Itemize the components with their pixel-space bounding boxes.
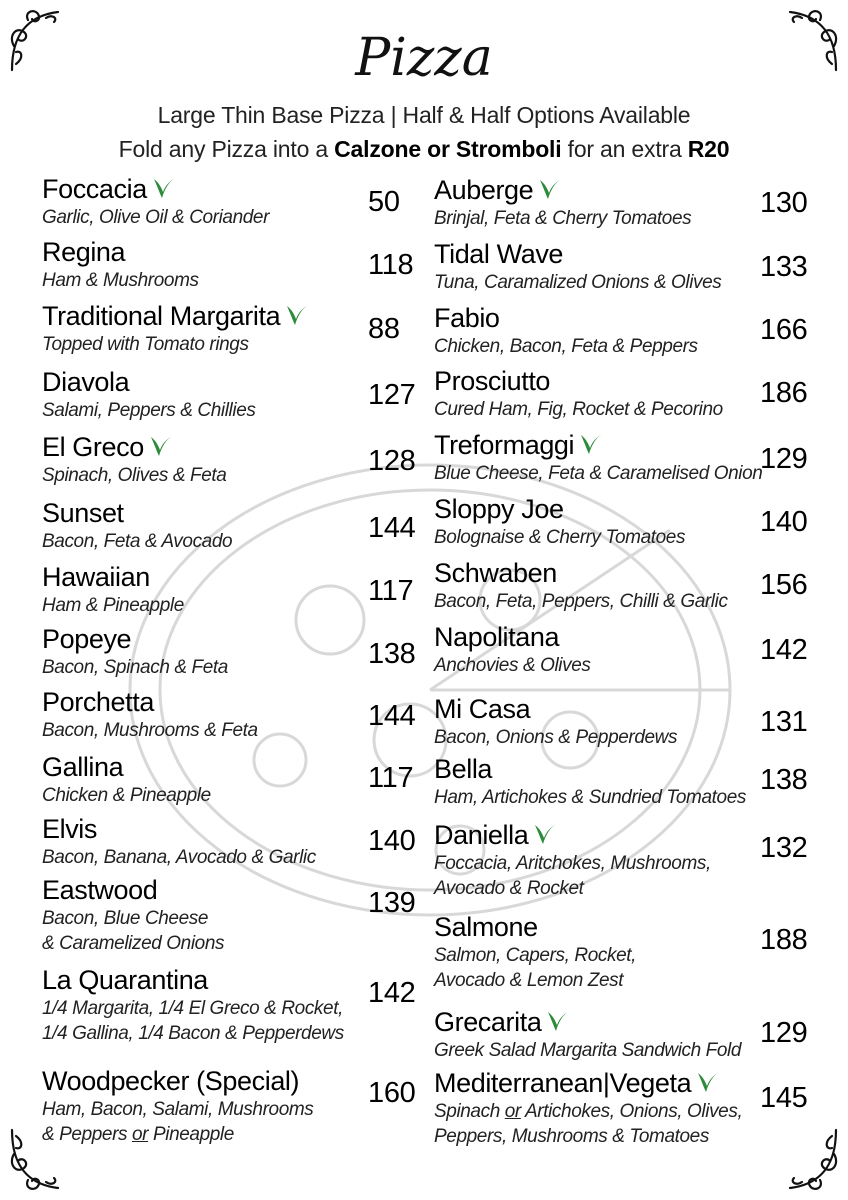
menu-item-price: 128 bbox=[368, 445, 416, 477]
menu-item-description: Ham & Pineapple bbox=[42, 595, 184, 616]
menu-item-name bbox=[434, 694, 677, 725]
menu-item-name-text: Salmone bbox=[434, 912, 538, 942]
menu-item-name-text: Tidal Wave bbox=[434, 239, 564, 269]
menu-item-name-text: Prosciutto bbox=[434, 366, 551, 396]
menu-item-description: Peppers, Mushrooms & Tomatoes bbox=[434, 1126, 709, 1147]
menu-item-name-text: Traditional Margarita bbox=[42, 301, 281, 331]
menu-item-name bbox=[42, 752, 211, 783]
menu-item-name-text: Napolitana bbox=[434, 622, 560, 652]
menu-item-description: & Caramelized Onions bbox=[42, 933, 225, 954]
menu-item-name-text: Mediterranean|Vegeta bbox=[434, 1068, 692, 1098]
menu-item bbox=[434, 912, 636, 993]
menu-item-name bbox=[434, 754, 746, 785]
menu-item-name-text: Fabio bbox=[434, 303, 500, 333]
menu-item-price: 142 bbox=[760, 634, 808, 666]
menu-item-description: Cured Ham, Fig, Rocket & Pecorino bbox=[434, 399, 723, 420]
menu-item bbox=[434, 1068, 742, 1149]
menu-item-name-text: El Greco bbox=[42, 432, 144, 462]
menu-item-price: 186 bbox=[760, 377, 808, 409]
menu-item bbox=[434, 1007, 741, 1063]
menu-item-price: 129 bbox=[760, 1017, 808, 1049]
menu-item bbox=[434, 754, 746, 810]
menu-item-description: Bacon, Onions & Pepperdews bbox=[434, 727, 678, 748]
menu-item-description: Bacon, Spinach & Feta bbox=[42, 657, 228, 678]
menu-item bbox=[434, 694, 677, 750]
menu-item bbox=[42, 624, 228, 680]
menu-item-name-text: Porchetta bbox=[42, 687, 154, 717]
menu-item-price: 142 bbox=[368, 977, 416, 1009]
menu-item-price: 138 bbox=[368, 638, 416, 670]
menu-item-price: 131 bbox=[760, 706, 808, 738]
vegetarian-leaf-icon bbox=[151, 176, 177, 200]
menu-item-name bbox=[42, 301, 310, 332]
menu-item-description: Foccacia, Aritchokes, Mushrooms, bbox=[434, 853, 711, 874]
menu-item-name bbox=[434, 912, 636, 943]
menu-item bbox=[434, 303, 698, 359]
menu-item-name bbox=[434, 366, 723, 397]
vegetarian-leaf-icon bbox=[284, 303, 310, 327]
menu-item-name-text: Sunset bbox=[42, 498, 124, 528]
menu-item-price: 145 bbox=[760, 1082, 808, 1114]
menu-item-description: Salmon, Capers, Rocket, bbox=[434, 945, 636, 966]
menu-item-description: Topped with Tomato rings bbox=[42, 334, 249, 355]
fold-extra-text: for an extra bbox=[561, 136, 688, 162]
menu-item bbox=[434, 239, 721, 295]
menu-item-price: 144 bbox=[368, 700, 416, 732]
menu-item bbox=[434, 622, 590, 678]
menu-item-price: 188 bbox=[760, 924, 808, 956]
fold-extra-price: R20 bbox=[687, 136, 730, 162]
menu-item-price: 50 bbox=[368, 186, 400, 218]
menu-item-name bbox=[42, 432, 226, 463]
vegetarian-leaf-icon bbox=[148, 434, 174, 458]
menu-item-name bbox=[434, 239, 721, 270]
menu-item-price: 140 bbox=[760, 506, 808, 538]
menu-item-name-text: Elvis bbox=[42, 814, 98, 844]
menu-item-name-text: Mi Casa bbox=[434, 694, 531, 724]
menu-item-description: Avocado & Lemon Zest bbox=[434, 970, 624, 991]
menu-item bbox=[42, 301, 310, 357]
vegetarian-leaf-icon bbox=[578, 432, 604, 456]
menu-item-name-text: La Quarantina bbox=[42, 965, 208, 995]
menu-item-name bbox=[434, 430, 762, 461]
menu-item bbox=[42, 367, 255, 423]
menu-item-price: 140 bbox=[368, 825, 416, 857]
menu-item-description: Brinjal, Feta & Cherry Tomatoes bbox=[434, 208, 692, 229]
menu-item bbox=[434, 820, 711, 901]
menu-item bbox=[434, 366, 723, 422]
menu-item-description: Bacon, Mushrooms & Feta bbox=[42, 720, 258, 741]
menu-item-price: 160 bbox=[368, 1077, 416, 1109]
menu-item-description: Tuna, Caramalized Onions & Olives bbox=[434, 272, 722, 293]
flourish-ornament-icon bbox=[782, 1124, 842, 1194]
vegetarian-leaf-icon bbox=[537, 177, 563, 201]
menu-item-description: Greek Salad Margarita Sandwich Fold bbox=[434, 1040, 742, 1061]
menu-item bbox=[42, 498, 232, 554]
menu-item bbox=[42, 562, 184, 618]
menu-item-name bbox=[434, 494, 685, 525]
menu-item-description: Ham, Artichokes & Sundried Tomatoes bbox=[434, 787, 746, 808]
menu-subtitle-fold bbox=[0, 134, 848, 164]
menu-item-name-text: Sloppy Joe bbox=[434, 494, 564, 524]
menu-item bbox=[42, 687, 258, 743]
menu-item-description: Bolognaise & Cherry Tomatoes bbox=[434, 527, 686, 548]
vegetarian-leaf-icon bbox=[695, 1070, 721, 1094]
menu-item-name-text: Treformaggi bbox=[434, 430, 575, 460]
menu-item-name-text: Grecarita bbox=[434, 1007, 542, 1037]
menu-item-name bbox=[42, 1066, 313, 1097]
menu-item-description: 1/4 Gallina, 1/4 Bacon & Pepperdews bbox=[42, 1023, 344, 1044]
menu-item-name bbox=[42, 624, 228, 655]
menu-item-name-text: Schwaben bbox=[434, 558, 557, 588]
menu-item-name bbox=[42, 687, 258, 718]
menu-item bbox=[42, 752, 211, 808]
vegetarian-leaf-icon bbox=[532, 822, 558, 846]
menu-item-name-text: Hawaiian bbox=[42, 562, 150, 592]
menu-item-name bbox=[434, 303, 698, 334]
menu-item-description: Anchovies & Olives bbox=[434, 655, 591, 676]
menu-item-name-text: Diavola bbox=[42, 367, 130, 397]
menu-item-description: Bacon, Blue Cheese bbox=[42, 908, 209, 929]
menu-item-name-text: Auberge bbox=[434, 175, 534, 205]
menu-item-description: Avocado & Rocket bbox=[434, 878, 584, 899]
menu-item-name bbox=[434, 175, 691, 206]
calzone-stromboli-text: Calzone or Stromboli bbox=[334, 136, 562, 162]
menu-item-description: Salami, Peppers & Chillies bbox=[42, 400, 256, 421]
menu-item-name bbox=[434, 1007, 741, 1038]
menu-item-description: Spinach, Olives & Feta bbox=[42, 465, 227, 486]
menu-item-price: 138 bbox=[760, 764, 808, 796]
fold-text: Fold any Pizza into a bbox=[118, 136, 335, 162]
menu-item bbox=[42, 814, 316, 870]
menu-item-description: Chicken, Bacon, Feta & Peppers bbox=[434, 336, 698, 357]
menu-item-price: 144 bbox=[368, 512, 416, 544]
menu-item-description: Bacon, Feta & Avocado bbox=[42, 531, 233, 552]
menu-item-price: 117 bbox=[368, 762, 414, 794]
menu-item-price: 117 bbox=[368, 575, 414, 607]
menu-item-description: Blue Cheese, Feta & Caramelised Onion bbox=[434, 463, 763, 484]
menu-item-name-text: Eastwood bbox=[42, 875, 158, 905]
menu-item-name-text: Daniella bbox=[434, 820, 529, 850]
menu-item-name bbox=[434, 820, 711, 851]
menu-item-name bbox=[42, 562, 184, 593]
menu-item-price: 130 bbox=[760, 187, 808, 219]
menu-item-name bbox=[42, 237, 199, 268]
menu-item-description: 1/4 Margarita, 1/4 El Greco & Rocket, bbox=[42, 998, 343, 1019]
menu-item-price: 133 bbox=[760, 251, 808, 283]
menu-item-price: 166 bbox=[760, 314, 808, 346]
menu-item bbox=[434, 494, 685, 550]
menu-item-name bbox=[434, 1068, 742, 1099]
menu-item-name-text: Bella bbox=[434, 754, 493, 784]
menu-item-description: Bacon, Banana, Avocado & Garlic bbox=[42, 847, 316, 868]
menu-item-name-text: Gallina bbox=[42, 752, 124, 782]
menu-item bbox=[434, 175, 691, 231]
menu-item bbox=[434, 430, 762, 486]
menu-item-name bbox=[42, 498, 232, 529]
menu-item-description: Ham, Bacon, Salami, Mushrooms bbox=[42, 1099, 314, 1120]
menu-item-name bbox=[434, 622, 590, 653]
menu-item-name bbox=[42, 367, 255, 398]
menu-item-description: Garlic, Olive Oil & Coriander bbox=[42, 207, 270, 228]
menu-item-price: 132 bbox=[760, 832, 808, 864]
menu-item-name bbox=[42, 814, 316, 845]
menu-item bbox=[42, 875, 224, 956]
menu-item-price: 139 bbox=[368, 887, 416, 919]
menu-title: Pizza bbox=[355, 28, 493, 88]
menu-item bbox=[42, 1066, 313, 1147]
menu-item-price: 118 bbox=[368, 249, 414, 281]
menu-item bbox=[42, 965, 344, 1046]
menu-item-description: Chicken & Pineapple bbox=[42, 785, 211, 806]
menu-item-name-text: Foccacia bbox=[42, 174, 147, 204]
menu-item-name-text: Regina bbox=[42, 237, 126, 267]
menu-item-name bbox=[42, 875, 224, 906]
menu-item-price: 127 bbox=[368, 379, 416, 411]
menu-subtitle: Large Thin Base Pizza | Half & Half Options Available bbox=[157, 102, 691, 128]
menu-item-description: Ham & Mushrooms bbox=[42, 270, 199, 291]
menu-item-name bbox=[434, 558, 728, 589]
menu-item bbox=[42, 237, 199, 293]
menu-item-price: 88 bbox=[368, 313, 400, 345]
menu-item-name-text: Woodpecker (Special) bbox=[42, 1066, 300, 1096]
menu-item-price: 156 bbox=[760, 569, 808, 601]
menu-item-description: & Peppers or Pineapple bbox=[42, 1124, 234, 1145]
menu-item-description: Bacon, Feta, Peppers, Chilli & Garlic bbox=[434, 591, 728, 612]
menu-item-description: Spinach or Artichokes, Onions, Olives, bbox=[434, 1101, 743, 1122]
menu-item bbox=[42, 174, 269, 230]
menu-item bbox=[434, 558, 728, 614]
menu-item-price: 129 bbox=[760, 443, 808, 475]
menu-item bbox=[42, 432, 226, 488]
vegetarian-leaf-icon bbox=[545, 1009, 571, 1033]
menu-item-name-text: Popeye bbox=[42, 624, 132, 654]
menu-item-name bbox=[42, 965, 344, 996]
menu-item-name bbox=[42, 174, 269, 205]
